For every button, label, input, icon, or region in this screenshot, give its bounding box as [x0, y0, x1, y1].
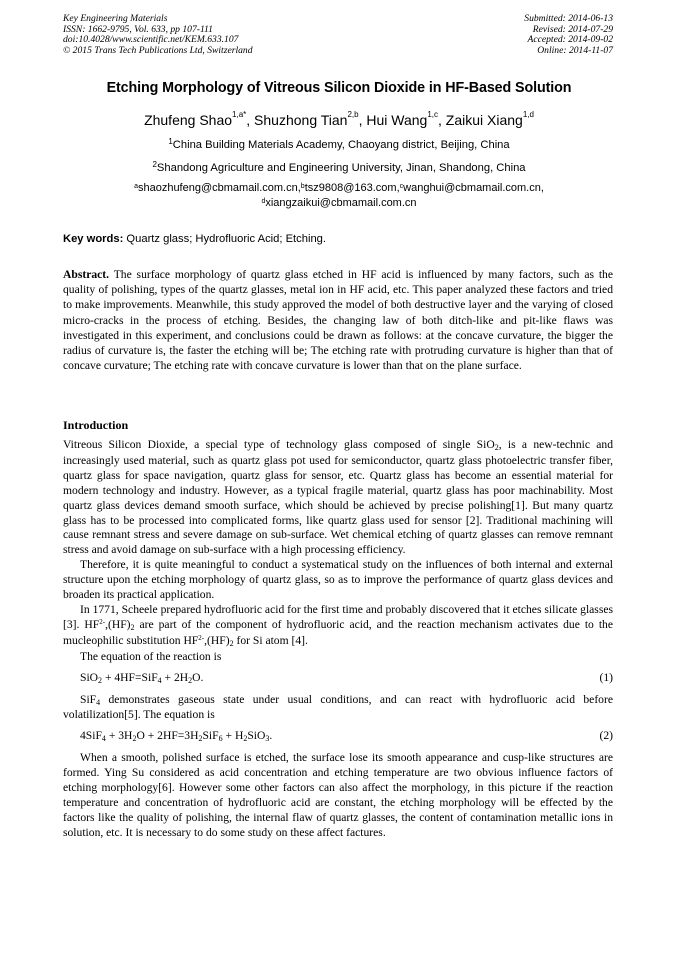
author-marker: 2,b	[347, 110, 359, 119]
email-link[interactable]: tsz9808@163.com,	[304, 182, 400, 194]
paragraph: Therefore, it is quite meaningful to conduct a systematical study on the influences of both internal and external structure upon the etching morphology of quartz glass, so as to improve the performance of quartz glass devices and broaden its practical application.	[63, 558, 613, 602]
affiliation-1: $^1$China Building Materials Academy, Chaoyang district, Beijing, China	[168, 137, 510, 151]
equation-2	[63, 729, 613, 745]
paragraph: SiF$_4$ demonstrates gaseous state under usual conditions, and can react with hydrofluoric acid before volatilization[5]. The equation is	[63, 692, 613, 722]
paragraph: Vitreous Silicon Dioxide, a special type of technology glass composed of single SiO$_2$, is a new-technic and increasingly used material, such as quartz glass pot used for semiconductor, quartz glass photoelectric transfer fiber, quartz glass for space navigation, quartz glass for sensor, etc. Quartz glass has become an essential material for modern technology and industry. However, as a typical fragile material, quartz glass has poor machinability. Most quartz glass devices demand smooth surface, which should be achieved by precise polishing[1]. But many quartz glass has to be processed into complicated forms, like quartz glass used for sensor [2]. Traditional machining will cause remnant stress and severe damage on sub-surface. Wet chemical etching of quartz glasses can remove remnant stress and avoid damage on sub-surface with a high processing efficiency.	[63, 438, 613, 557]
author-list: Zhufeng Shao$^{1,a*}$, Shuzhong Tian$^{2,b}$, Hui Wang$^{1,c}$, Zaikui Xiang$^{1,d}$	[144, 110, 534, 128]
abstract-label: Abstract.	[63, 268, 110, 281]
abstract	[63, 267, 613, 373]
date-accepted: Accepted: 2014-09-02	[527, 34, 613, 45]
introduction-body	[63, 438, 613, 841]
author-marker: 1,d	[522, 110, 534, 119]
author-name: Zhufeng Shao	[144, 112, 233, 128]
keywords	[63, 233, 326, 245]
author-marker: 1,c	[427, 110, 438, 119]
equation-2-number: (2)	[599, 729, 613, 743]
email-link[interactable]: wanghui@cbmamail.com.cn,	[403, 182, 544, 194]
abstract-text: The surface morphology of quartz glass etched in HF acid is influenced by many factors, such as the quality of polishing, types of the quartz glasses, metal ion in HF acid, etc. This paper analyzed these factors and tried to make improvements. Meanwhile, this study approved the model of both destructive layer and the varying of closed micro-cracks in the process of etching. Besides, the changing law of both ditch-like and pit-like flaws was investigated in this experiment, and conclusions could be drawn as follows: at the concave curvature, the bigger the radius of curvature is, the faster the etching will be; The etching rate with protruding curvature is higher than that of concave curvature; The etching rate with concave curvature is lower than that on the plane surface.	[63, 268, 613, 373]
paragraph: When a smooth, polished surface is etched, the surface lose its smooth appearance and cusp-like structures are formed. Ying Su considered as acid concentration and etching temperature are two obvious influence factors of etching morphology[6]. However some other factors can also affect the morphology, in this picture if the reaction temperature and concentration of hydrofluoric acid are constant, the etching morphology will be effected by the factors like the quality of polishing, the internal flaw of quartz glasses, the content of contamination metallic ions in solution, etc. It is necessary to do some study on these affect factures.	[63, 751, 613, 839]
paragraph: In 1771, Scheele prepared hydrofluoric acid for the first time and probably discovered that it etches silicate glasses [3]. $HF^{2-},(HF)_2$ are part of the component of hydrofluoric acid, and the reaction mechanism activates due to the mucleophilic substitution $HF^{2-},(HF)_2$ for Si atom [4].	[63, 602, 613, 648]
equation-1-expression: $SiO_2 + 4HF=SiF_4 + 2H_2O$.	[80, 670, 204, 685]
email-link[interactable]: shaozhufeng@cbmamail.com.cn,	[137, 182, 301, 194]
date-online: Online: 2014-11-07	[537, 44, 613, 56]
journal-copyright: © 2015 Trans Tech Publications Ltd, Switzerland	[63, 44, 253, 56]
affiliation-2: $^2$Shandong Agriculture and Engineering University, Jinan, Shandong, China	[152, 160, 526, 174]
keywords-label: Key words:	[63, 233, 124, 245]
equation-1	[63, 671, 613, 687]
author-name: Zaikui Xiang	[445, 112, 523, 128]
author-name: Shuzhong Tian	[254, 112, 348, 128]
date-revised: Revised: 2014-07-29	[532, 23, 613, 35]
journal-name: Key Engineering Materials	[63, 13, 168, 24]
keywords-text: Quartz glass; Hydrofluoric Acid; Etching.	[126, 233, 327, 245]
email-link[interactable]: xiangzaikui@cbmamail.com.cn	[265, 197, 417, 209]
equation-2-expression: $4SiF_4 + 3H_2O + 2HF=3H_2SiF_6 + H_2SiO_3$.	[80, 729, 273, 744]
equation-1-number: (1)	[599, 670, 613, 684]
journal-info	[63, 14, 253, 56]
submission-dates	[524, 14, 613, 56]
email-list: $^a$shaozhufeng@cbmamail.com.cn,$^b$tsz9808@163.com,$^c$wanghui@cbmamail.com.cn, $^d$xiangzaikui@cbmamail.com.cn	[134, 182, 544, 209]
journal-issn: ISSN: 1662-9795, Vol. 633, pp 107-111	[63, 23, 213, 35]
paper-title: Etching Morphology of Vitreous Silicon Dioxide in HF-Based Solution	[106, 80, 572, 96]
author-name: Hui Wang	[366, 112, 428, 128]
date-submitted: Submitted: 2014-06-13	[524, 13, 613, 24]
paragraph: The equation of the reaction is	[80, 649, 222, 663]
author-marker: 1,a*	[232, 110, 247, 119]
section-heading-introduction: Introduction	[63, 418, 129, 432]
journal-doi: doi:10.4028/www.scientific.net/KEM.633.107	[63, 34, 239, 45]
